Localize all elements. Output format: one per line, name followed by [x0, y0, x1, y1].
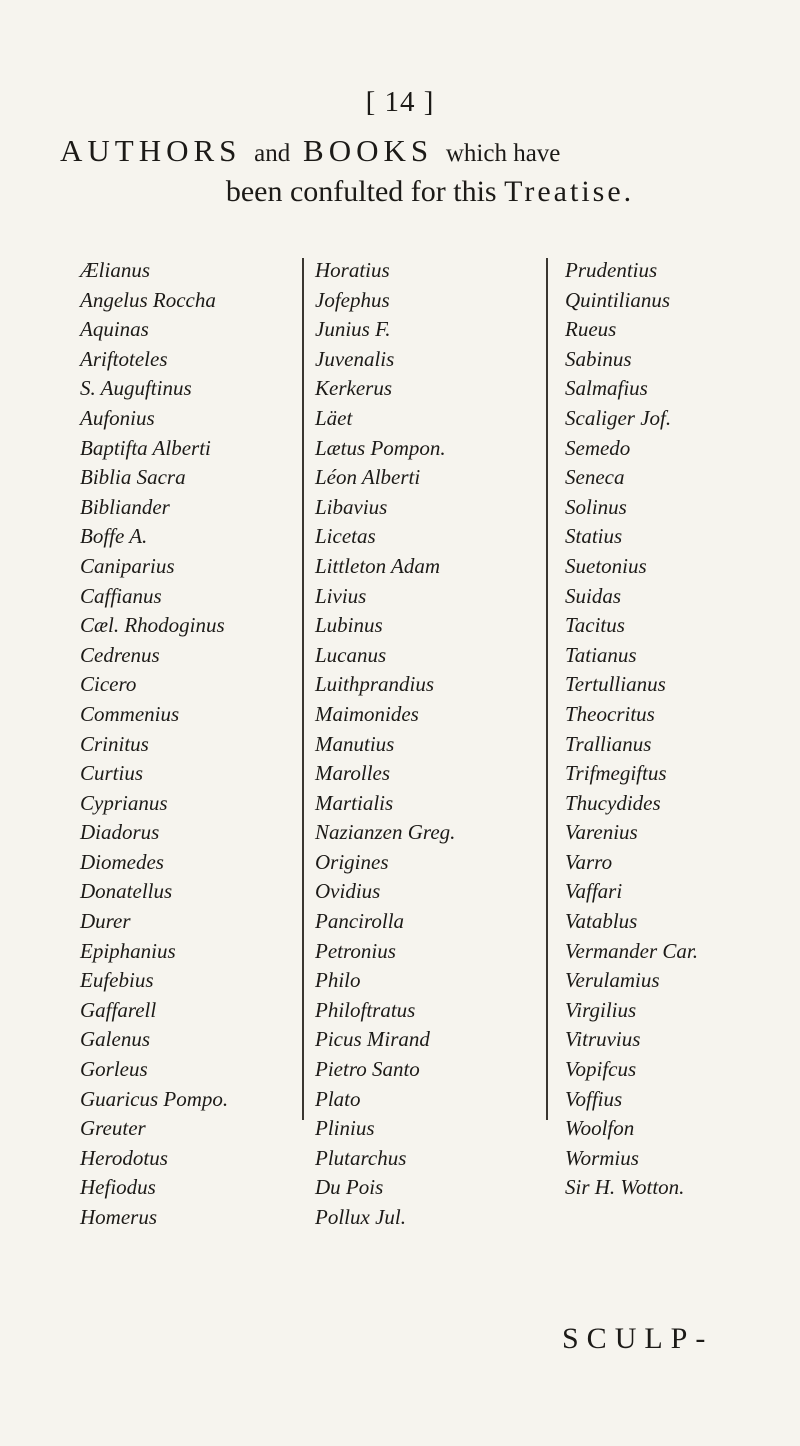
author-entry: Cyprianus	[80, 790, 168, 815]
author-entry: Luithprandius	[315, 672, 435, 697]
author-entry: Seneca	[565, 465, 625, 490]
author-entry: Gorleus	[80, 1057, 148, 1082]
author-entry: Plutarchus	[315, 1145, 407, 1170]
author-entry: Verulamius	[565, 968, 660, 993]
author-entry: Quintilianus	[565, 287, 671, 312]
author-entry: Caffianus	[80, 583, 162, 608]
author-entry: Sir H. Wotton.	[565, 1175, 685, 1200]
author-entry: Baptifta Alberti	[80, 435, 211, 460]
column-rule-1	[302, 258, 304, 1120]
author-entry: Varro	[565, 849, 613, 874]
author-entry: Pancirolla	[315, 909, 405, 934]
author-entry: Pollux Jul.	[315, 1205, 406, 1229]
author-entry: Salmafius	[565, 376, 648, 401]
author-entry: Vatablus	[565, 909, 638, 934]
author-entry: Libavius	[315, 494, 388, 519]
author-entry: Philoftratus	[315, 997, 416, 1022]
author-entry: Vopifcus	[565, 1057, 637, 1082]
author-entry: Galenus	[80, 1027, 150, 1052]
author-entry: Semedo	[565, 435, 631, 460]
author-entry: Trallianus	[565, 731, 652, 756]
author-entry: Suidas	[565, 583, 622, 608]
heading-line-2	[60, 175, 800, 209]
heading-treatise: Treatise.	[504, 175, 635, 208]
author-entry: Greuter	[80, 1116, 146, 1141]
author-entry: Prudentius	[565, 258, 658, 282]
author-entry: Martialis	[315, 790, 394, 815]
authors-column-1	[80, 256, 290, 1233]
author-entry: Cæl. Rhodoginus	[80, 613, 225, 638]
author-entry: Läet	[315, 405, 353, 430]
author-entry: Angelus Roccha	[80, 287, 216, 312]
author-entry: Scaliger Jof.	[565, 405, 672, 430]
author-entry: Biblia Sacra	[80, 465, 186, 490]
author-entry: Boffe A.	[80, 524, 148, 549]
author-entry: Plinius	[315, 1116, 375, 1141]
author-entry: Petronius	[315, 938, 396, 963]
author-entry: Origines	[315, 849, 389, 874]
author-entry: Diomedes	[80, 849, 164, 874]
author-entry: Virgilius	[565, 997, 637, 1022]
author-entry: Aquinas	[80, 317, 149, 342]
column-rule-2	[546, 258, 548, 1120]
author-entry: Curtius	[80, 761, 144, 786]
author-entry: Lubinus	[315, 613, 383, 638]
author-entry: Caniparius	[80, 553, 175, 578]
author-entry: S. Auguftinus	[80, 376, 192, 401]
author-entry: Vaffari	[565, 879, 623, 904]
author-entry: Picus Mirand	[315, 1027, 430, 1052]
author-entry: Ovidius	[315, 879, 381, 904]
author-entry: Bibliander	[80, 494, 170, 519]
author-entry: Kerkerus	[315, 376, 392, 401]
author-entry: Hefiodus	[80, 1175, 156, 1200]
author-entry: Tatianus	[565, 642, 637, 667]
author-entry: Donatellus	[80, 879, 173, 904]
author-entry: Voffius	[565, 1086, 623, 1111]
author-entry: Wormius	[565, 1145, 639, 1170]
heading-authors: AUTHORS	[60, 133, 242, 168]
author-entry: Thucydides	[565, 790, 661, 815]
author-entry: Eufebius	[80, 968, 154, 993]
author-entry: Littleton Adam	[315, 553, 441, 578]
author-entry: Junius F.	[315, 317, 391, 342]
author-entry: Statius	[565, 524, 623, 549]
heading-consulted: been confulted for this	[225, 175, 497, 208]
author-entry: Ariftoteles	[80, 346, 168, 371]
author-entry: Licetas	[315, 524, 376, 549]
author-entry: Juvenalis	[315, 346, 395, 371]
author-entry: Jofephus	[315, 287, 390, 312]
author-entry: Commenius	[80, 701, 180, 726]
author-entry: Herodotus	[80, 1145, 168, 1170]
author-entry: Horatius	[315, 258, 390, 282]
author-entry: Aufonius	[80, 405, 155, 430]
author-entry: Plato	[315, 1086, 361, 1111]
author-entry: Woolfon	[565, 1116, 635, 1141]
author-entry: Lucanus	[315, 642, 387, 667]
author-entry: Durer	[80, 909, 131, 934]
author-entry: Varenius	[565, 820, 638, 845]
author-entry: Ælianus	[80, 258, 151, 282]
author-entry: Léon Alberti	[315, 465, 421, 490]
author-entry: Tertullianus	[565, 672, 666, 697]
page-number: [ 14 ]	[365, 86, 435, 118]
author-entry: Lætus Pompon.	[315, 435, 446, 460]
authors-column-3	[565, 256, 790, 1203]
author-entry: Trifmegiftus	[565, 761, 667, 786]
author-entry: Livius	[315, 583, 367, 608]
author-entry: Manutius	[315, 731, 395, 756]
heading-which-have: which have	[445, 140, 561, 167]
author-entry: Diadorus	[80, 820, 160, 845]
author-entry: Cedrenus	[80, 642, 160, 667]
author-entry: Du Pois	[315, 1175, 384, 1200]
author-entry: Vermander Car.	[565, 938, 699, 963]
author-entry: Pietro Santo	[315, 1057, 420, 1082]
author-entry: Philo	[315, 968, 361, 993]
author-entry: Sabinus	[565, 346, 632, 371]
author-entry: Crinitus	[80, 731, 149, 756]
author-entry: Rueus	[565, 317, 617, 342]
author-entry: Solinus	[565, 494, 627, 519]
heading-books: BOOKS	[303, 133, 434, 168]
author-entry: Epiphanius	[80, 938, 176, 963]
authors-column-2	[315, 256, 545, 1233]
author-entry: Homerus	[80, 1205, 157, 1229]
catchword: SCULP-	[562, 1322, 714, 1355]
author-entry: Vitruvius	[565, 1027, 641, 1052]
author-entry: Nazianzen Greg.	[315, 820, 456, 845]
author-entry: Maimonides	[315, 701, 419, 726]
author-entry: Tacitus	[565, 613, 625, 638]
author-entry: Gaffarell	[80, 997, 157, 1022]
heading-line-1	[60, 133, 800, 169]
author-entry: Guaricus Pompo.	[80, 1086, 229, 1111]
author-entry: Suetonius	[565, 553, 647, 578]
author-entry: Marolles	[315, 761, 391, 786]
heading-and: and	[254, 140, 291, 167]
author-entry: Cicero	[80, 672, 137, 697]
author-entry: Theocritus	[565, 701, 655, 726]
